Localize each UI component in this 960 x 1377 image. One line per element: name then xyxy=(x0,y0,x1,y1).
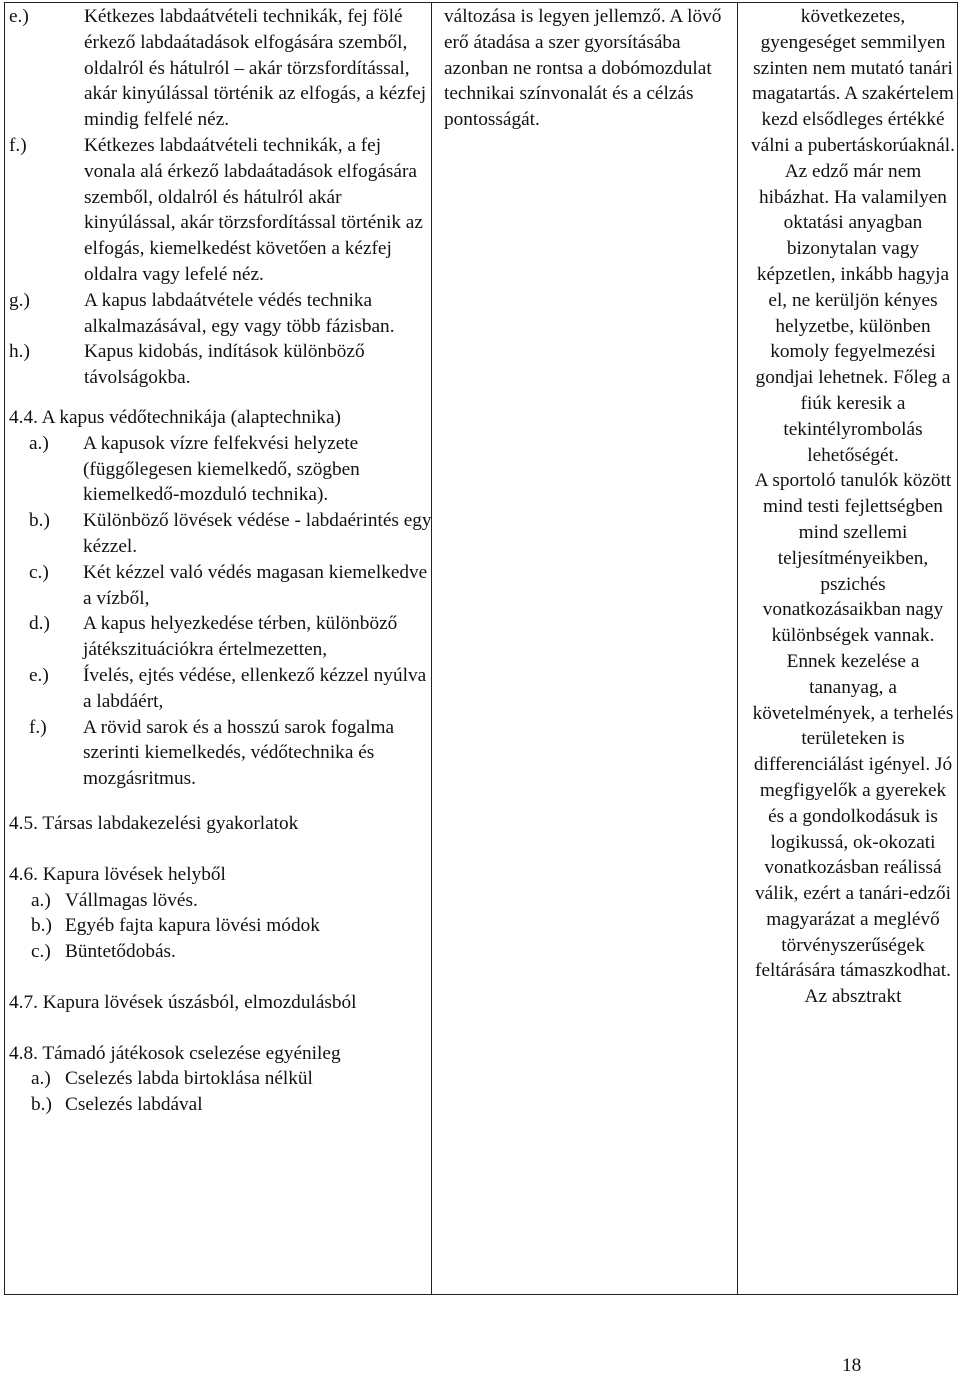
column-notes xyxy=(751,4,955,1010)
list-item: a.) A kapusok vízre felfekvési helyzete (függőlegesen kiemelkedő, szögben kiemelkedő-mozduló technika). xyxy=(29,432,360,506)
column-divider-2 xyxy=(737,3,738,1294)
list-item: b.) Különböző lövések védése - labdaérintés egy kézzel. xyxy=(29,510,432,557)
list-item: b.) Egyéb fajta kapura lövési módok xyxy=(31,915,320,937)
method-text: változása is legyen jellemző. A lövő erő átadása a szer gyorsításába azonban ne rontsa a dobómozdulat technikai színvonalát és a célzás pontosságát. xyxy=(444,6,722,131)
section-4-4-list xyxy=(31,431,437,792)
list-item: h.) Kapus kidobás, indítások különböző távolságokba. xyxy=(9,341,365,389)
section-title-4-4: 4.4. A kapus védőtechnikája (alaptechnika) xyxy=(9,406,341,428)
column-method xyxy=(444,4,742,133)
list-item: a.) Vállmagas lövés. xyxy=(31,889,198,911)
list-item: f.) A rövid sarok és a hosszú sarok fogalma szerinti kiemelkedés, védőtechnika és mozgásritmus. xyxy=(29,716,395,790)
list-item: e.) Ívelés, ejtés védése, ellenkező kézzel nyúlva a labdáért, xyxy=(29,664,427,712)
page-number: 18 xyxy=(842,1355,862,1376)
notes-paragraph-1: következetes, gyengeséget semmilyen szinten nem mutató tanári magatartás. A szakértelem kezd elsődleges értékké válni a pubertáskorúaknál. Az edző már nem hibázhat. Ha valamilyen oktatási anyagban bizonytalan vagy képzetlen, inkább hagyja el, ne kerüljön kényes helyzetbe, különben komoly fegyelmezési gondjai lehetnek. Főleg a fiúk keresik a tekintélyrombolás lehetőségét. xyxy=(751,6,955,466)
section-title-4-8: 4.8. Támadó játékosok cselezése egyénileg xyxy=(9,1042,341,1064)
section-title-4-6: 4.6. Kapura lövések helyből xyxy=(9,863,226,885)
section-title-4-5: 4.5. Társas labdakezelési gyakorlatok xyxy=(9,812,299,834)
list-item: g.) A kapus labdaátvétele védés technika alkalmazásával, egy vagy több fázisban. xyxy=(9,289,395,337)
list-item: d.) A kapus helyezkedése térben, különböző játékszituációkra értelmezetten, xyxy=(29,613,398,661)
list-item: c.) Büntetődobás. xyxy=(31,941,176,963)
list-item: c.) Két kézzel való védés magasan kiemelkedve a vízből, xyxy=(29,561,428,609)
content-table xyxy=(4,2,958,1295)
section-title-4-7: 4.7. Kapura lövések úszásból, elmozdulásból xyxy=(9,991,357,1013)
notes-paragraph-2: A sportoló tanulók között mind testi fejlettségben mind szellemi teljesítményeikben, pszichés vonatkozásaikban nagy különbségek vannak. Ennek kezelése a tananyag, a követelmények, a terhelés területeken is differenciálást igényel. Jó megfigyelők a gyerekek és a gondolkodásuk is logikussá, ok-okozati vonatkozásban reálissá válik, ezért a tanári-edzői magyarázat a meglévő törvényszerűségek feltárására támaszkodhat. Az absztrakt xyxy=(752,470,954,1008)
list-item: e.) Kétkezes labdaátvételi technikák, fej fölé érkező labdaátadások elfogására szemből, oldalról és hátulról – akár törzsfordítással, akár kinyúlással történik az elfogás, a kézfej mindig felfelé néz. xyxy=(9,6,427,131)
list-item: f.) Kétkezes labdaátvételi technikák, a fej vonala alá érkező labdaátadások elfogására szemből, oldalról és hátulról akár kinyúlással, akár törzsfordítással történik az elfogás, kiemelkedést követően a kézfej oldalra vagy lefelé néz. xyxy=(9,134,423,285)
column-curriculum xyxy=(9,4,437,1118)
list-item: b.) Cselezés labdával xyxy=(31,1094,203,1116)
list-item: a.) Cselezés labda birtoklása nélkül xyxy=(31,1068,313,1090)
